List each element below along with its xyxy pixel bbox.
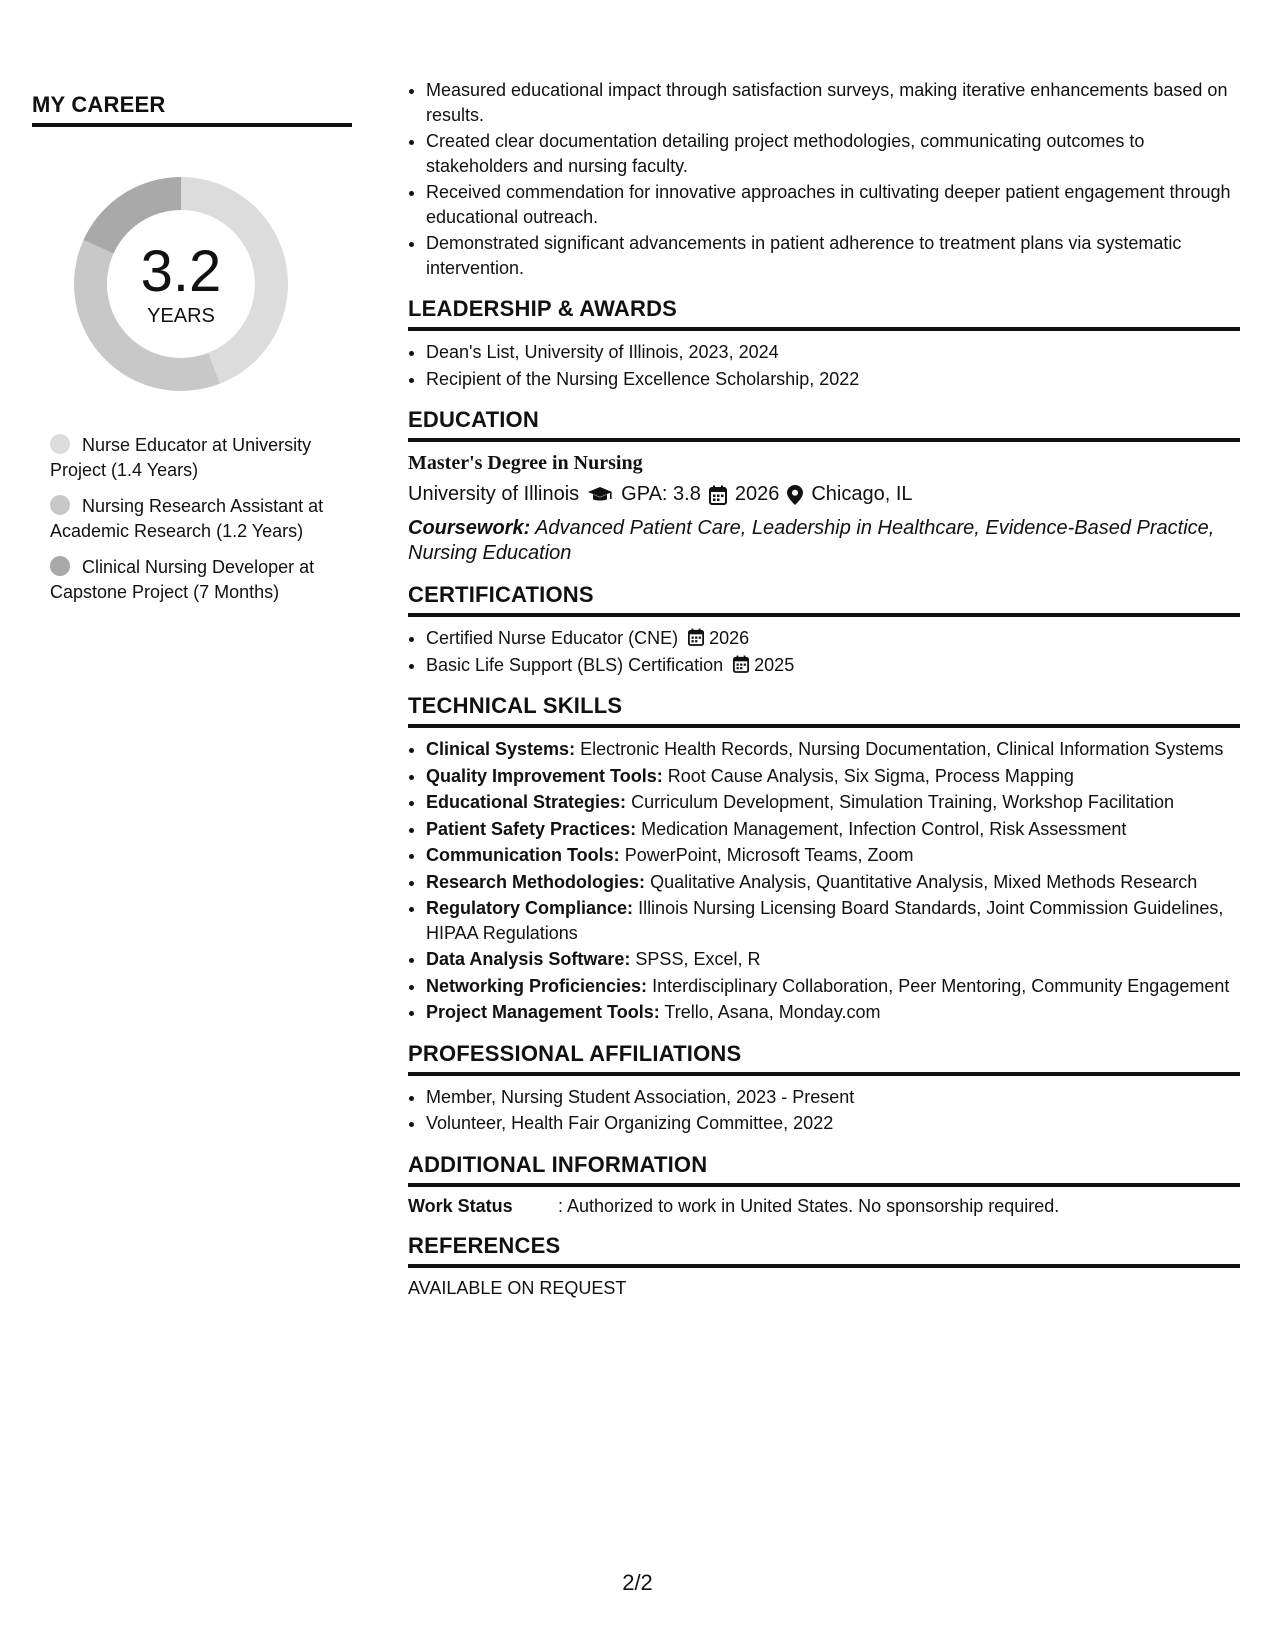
years-label: YEARS <box>147 305 215 327</box>
cert-name: Certified Nurse Educator (CNE) <box>426 628 679 648</box>
certifications-section <box>408 582 1240 677</box>
references-text: AVAILABLE ON REQUEST <box>408 1277 627 1298</box>
graduation-cap-icon <box>587 486 613 504</box>
skills-list <box>408 737 1240 1025</box>
references-section <box>408 1233 1240 1299</box>
leadership-list <box>408 340 1240 391</box>
calendar-icon <box>709 485 727 505</box>
skill-value: Medication Management, Infection Control, Risk Assessment <box>641 818 1127 839</box>
graduation-year: 2026 <box>734 483 780 505</box>
list-item <box>426 974 1240 999</box>
skill-label: Patient Safety Practices: <box>426 818 637 839</box>
section-title: TECHNICAL SKILLS <box>408 693 1240 728</box>
legend-dot <box>50 556 70 576</box>
legend-item <box>50 433 340 483</box>
list-item <box>426 790 1240 815</box>
list-item <box>426 764 1240 789</box>
skill-value: Root Cause Analysis, Six Sigma, Process Mapping <box>667 765 1074 786</box>
resume-main <box>408 78 1240 1299</box>
list-item <box>426 870 1240 895</box>
work-status-label: Work Status <box>408 1195 513 1216</box>
skill-label: Project Management Tools: <box>426 1002 660 1022</box>
skills-section <box>408 693 1240 1025</box>
calendar-icon <box>733 655 749 673</box>
skill-value: Electronic Health Records, Nursing Documentation, Clinical Information Systems <box>580 739 1224 759</box>
career-sidebar <box>32 92 352 616</box>
coursework <box>408 516 1240 566</box>
skill-label: Clinical Systems: <box>426 739 576 759</box>
additional-section <box>408 1152 1240 1217</box>
list-item: • Demonstrated significant advancements in patient adherence to treatment plans via systematic intervention. <box>426 231 1240 280</box>
skill-label: Data Analysis Software: <box>426 949 631 969</box>
section-title: EDUCATION <box>408 407 1240 442</box>
affiliations-list <box>408 1085 1240 1136</box>
legend-item <box>50 494 340 544</box>
list-item <box>426 947 1240 972</box>
experience-bullets <box>408 78 1240 280</box>
donut-center <box>66 169 296 399</box>
list-item: • Measured educational impact through satisfaction surveys, making iterative enhancements based on results. <box>426 78 1240 127</box>
school-location: Chicago, IL <box>811 483 913 505</box>
section-title: PROFESSIONAL AFFILIATIONS <box>408 1041 1240 1076</box>
legend-dot <box>50 434 70 454</box>
career-legend <box>50 433 340 605</box>
affiliations-section <box>408 1041 1240 1136</box>
career-donut-chart <box>66 169 296 399</box>
list-item: • Volunteer, Health Fair Organizing Committee, 2022 <box>426 1111 1240 1136</box>
skill-label: Quality Improvement Tools: <box>426 765 663 786</box>
list-item <box>426 843 1240 868</box>
legend-label: Nurse Educator at University Project (1.4 Years) <box>50 435 312 480</box>
skill-label: Regulatory Compliance: <box>426 898 634 918</box>
work-status-row <box>408 1196 1240 1217</box>
skill-label: Research Methodologies: <box>426 871 646 892</box>
degree-title: Master's Degree in Nursing <box>408 452 643 474</box>
list-item <box>426 817 1240 842</box>
skill-value: Interdisciplinary Collaboration, Peer Mentoring, Community Engagement <box>652 975 1230 996</box>
list-item <box>426 737 1240 762</box>
coursework-label: Coursework: <box>408 517 531 539</box>
certifications-list <box>408 626 1240 677</box>
list-item: • Dean's List, University of Illinois, 2023, 2024 <box>426 340 1240 365</box>
legend-label: Clinical Nursing Developer at Capstone Project (7 Months) <box>50 557 315 602</box>
cert-year: 2025 <box>754 654 795 675</box>
gpa: GPA: 3.8 <box>621 483 701 505</box>
legend-item <box>50 555 340 605</box>
skill-label: Networking Proficiencies: <box>426 975 648 996</box>
cert-name: Basic Life Support (BLS) Certification <box>426 654 724 675</box>
skill-value: Qualitative Analysis, Quantitative Analysis, Mixed Methods Research <box>650 871 1198 892</box>
list-item <box>426 653 1240 678</box>
work-status-value: : Authorized to work in United States. No sponsorship required. <box>558 1195 1060 1216</box>
education-section <box>408 407 1240 566</box>
section-title: CERTIFICATIONS <box>408 582 1240 617</box>
skill-value: Trello, Asana, Monday.com <box>664 1002 881 1022</box>
location-pin-icon <box>787 485 803 505</box>
legend-label: Nursing Research Assistant at Academic Research (1.2 Years) <box>50 496 324 541</box>
skill-value: PowerPoint, Microsoft Teams, Zoom <box>624 845 914 865</box>
skill-label: Communication Tools: <box>426 845 620 865</box>
section-title: LEADERSHIP & AWARDS <box>408 296 1240 331</box>
leadership-section <box>408 296 1240 391</box>
section-title: ADDITIONAL INFORMATION <box>408 1152 1240 1187</box>
legend-dot <box>50 495 70 515</box>
list-item: • Recipient of the Nursing Excellence Scholarship, 2022 <box>426 367 1240 392</box>
calendar-icon <box>688 628 704 646</box>
page-number: 2/2 <box>622 1570 653 1595</box>
cert-year: 2026 <box>709 628 750 648</box>
section-title: REFERENCES <box>408 1233 1240 1268</box>
career-title: MY CAREER <box>32 92 352 127</box>
skill-value: Illinois Nursing Licensing Board Standards, Joint Commission Guidelines, HIPAA Regulations <box>426 898 1224 943</box>
skill-label: Educational Strategies: <box>426 792 627 812</box>
total-years: 3.2 <box>140 239 222 304</box>
list-item <box>426 1000 1240 1025</box>
list-item <box>426 896 1240 945</box>
skill-value: Curriculum Development, Simulation Training, Workshop Facilitation <box>631 792 1174 812</box>
skill-value: SPSS, Excel, R <box>635 949 761 969</box>
education-details <box>408 483 1240 506</box>
list-item: • Received commendation for innovative approaches in cultivating deeper patient engagement through educational outreach. <box>426 180 1240 229</box>
list-item: • Member, Nursing Student Association, 2023 - Present <box>426 1085 1240 1110</box>
list-item <box>426 626 1240 651</box>
list-item: • Created clear documentation detailing project methodologies, communicating outcomes to stakeholders and nursing faculty. <box>426 129 1240 178</box>
school-name: University of Illinois <box>408 483 580 505</box>
coursework-list: Advanced Patient Care, Leadership in Healthcare, Evidence-Based Practice, Nursing Education <box>408 517 1215 564</box>
